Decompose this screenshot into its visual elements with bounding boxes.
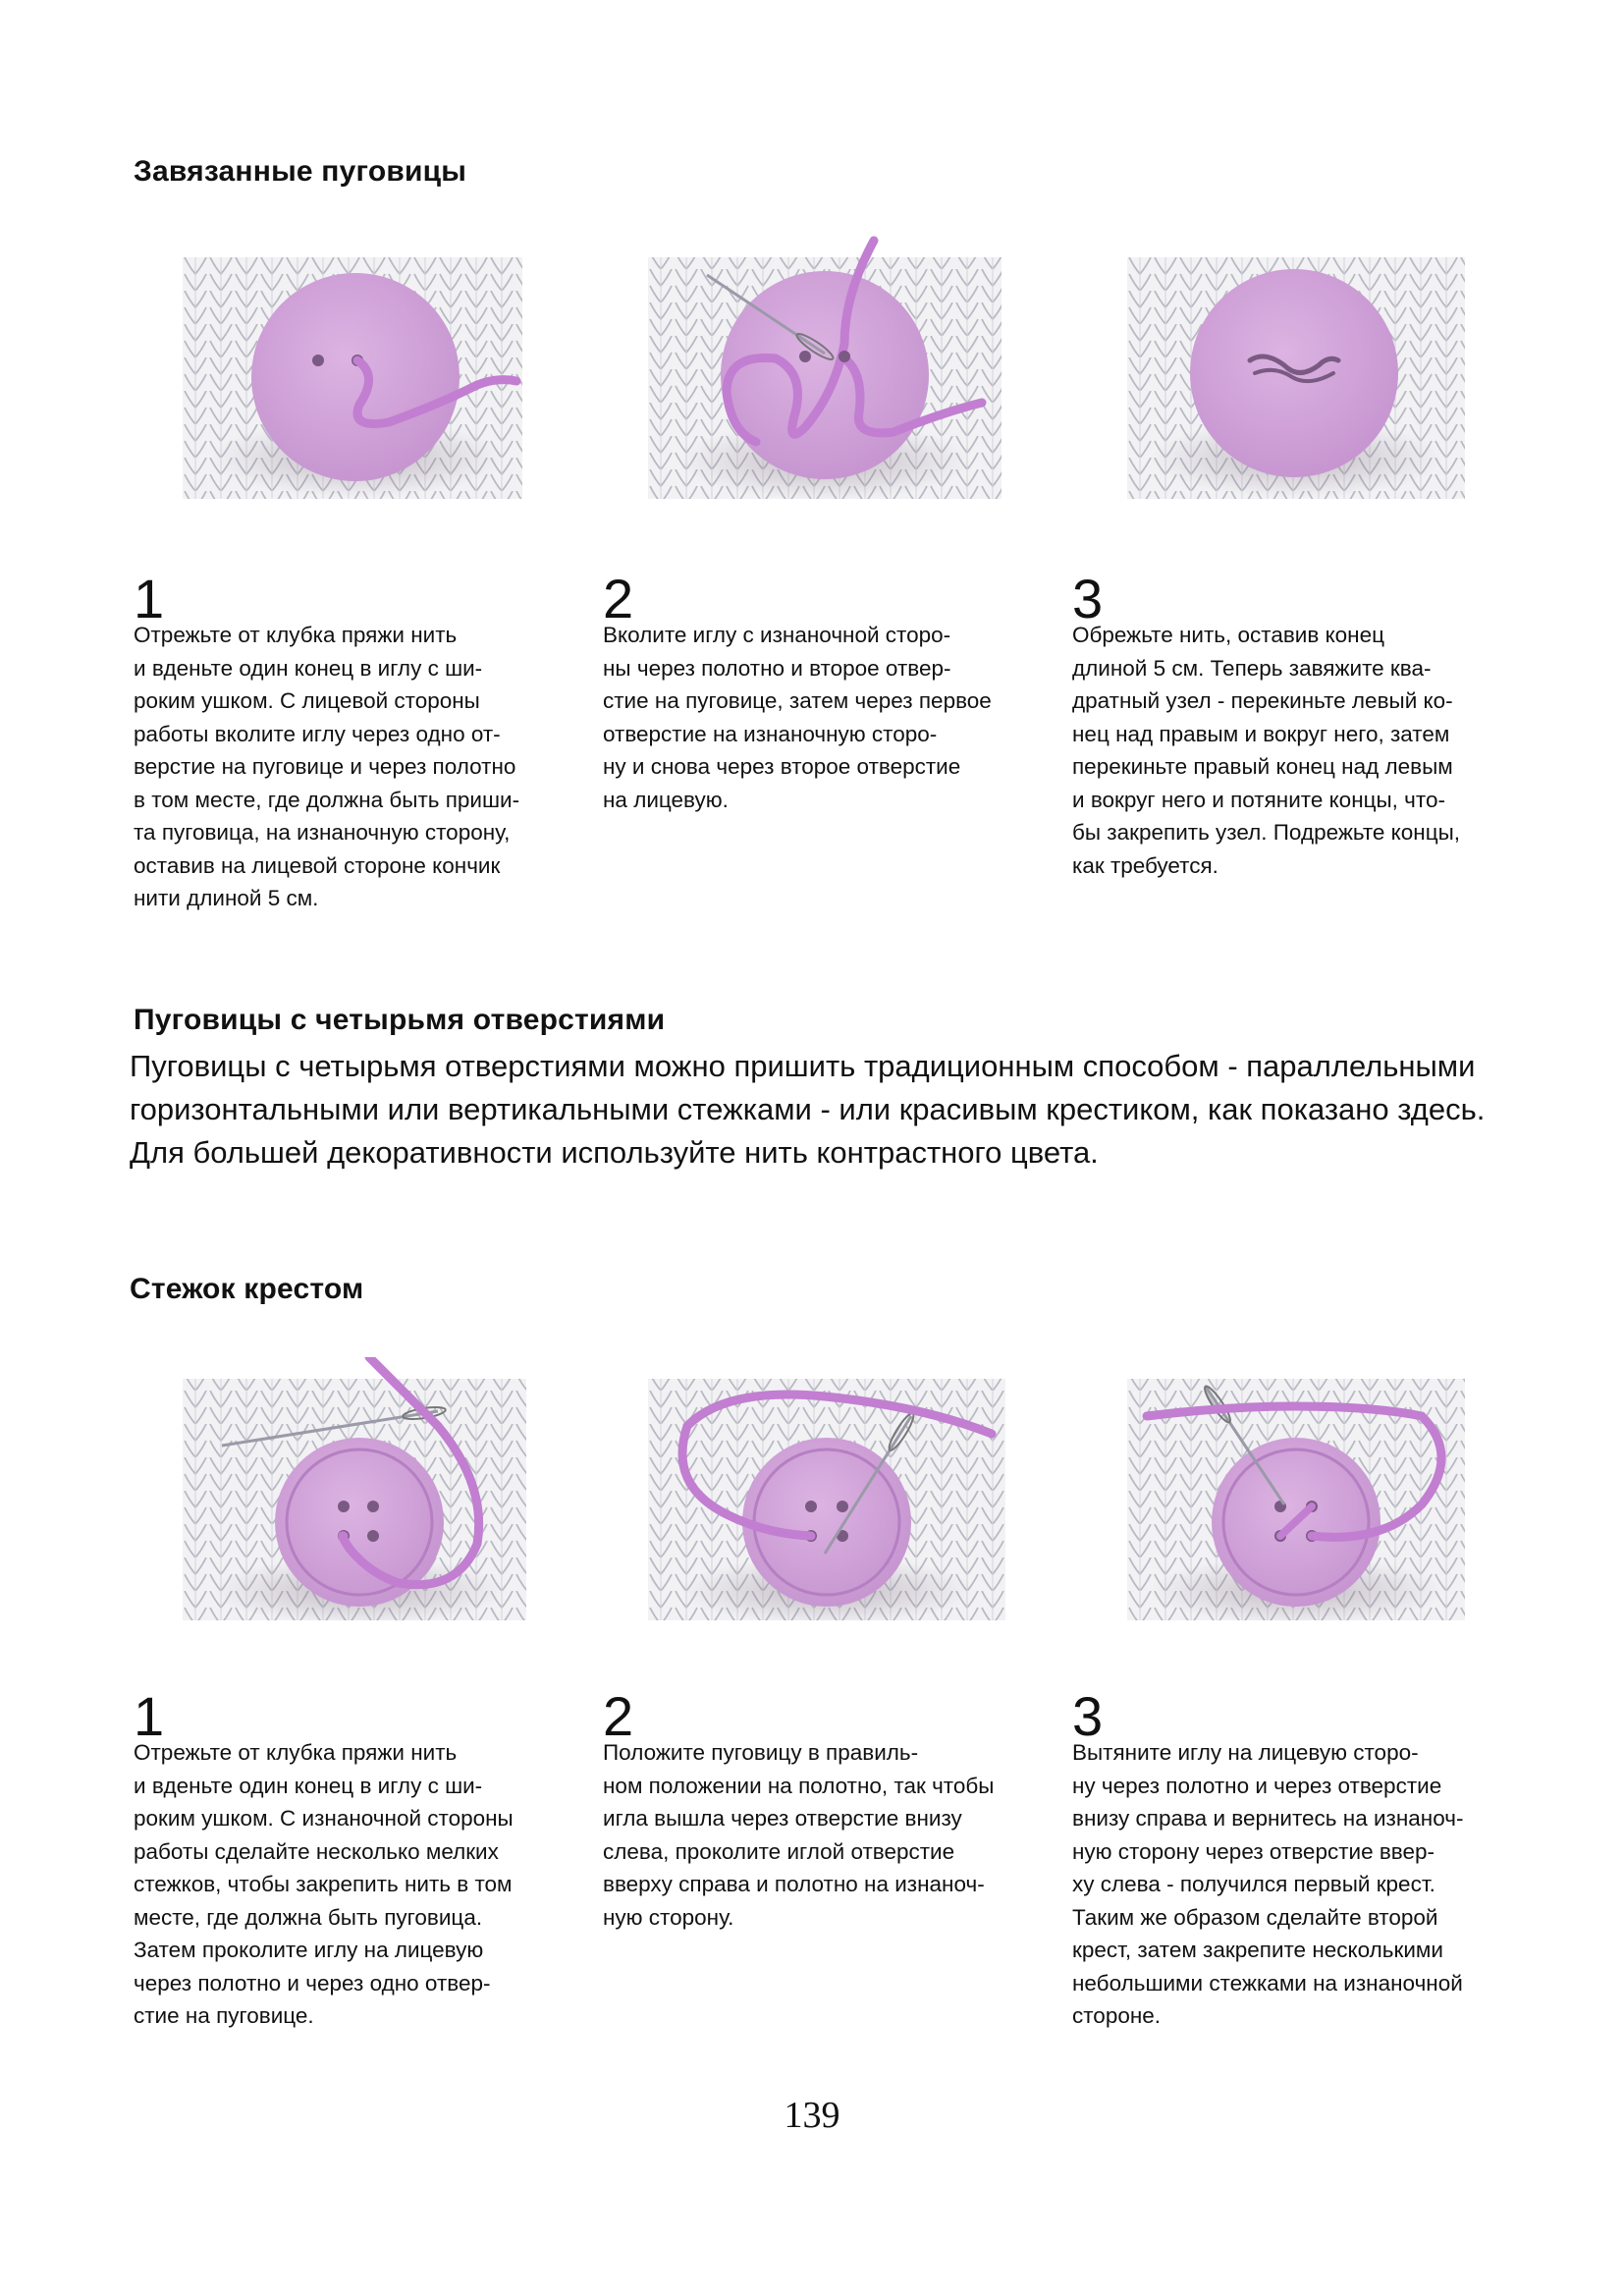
illustration-cross-step-1 xyxy=(183,1357,526,1620)
four-hole-description: Пуговицы с четырьмя отверстиями можно пришить традиционным способом - параллельными горизонтальными или вертикальными стежками - или красивым крестиком, как показано здесь. Для большей декоративности используйте нить контрастного цвета. xyxy=(130,1049,1486,1170)
section-title-cross-stitch: Стежок крестом xyxy=(130,1273,364,1305)
button-icon xyxy=(251,273,460,481)
illustration-tied-step-1 xyxy=(183,257,522,499)
tied-step-3: 3 Обрежьте нить, оставив конец длиной 5 см. Теперь завяжите ква- дратный узел - перекиньте левый ко- нец над правым и вокруг него, затем перекиньте правый конец над левым и вокруг него и потяните концы, что- бы закрепить узел. Подрежьте концы, как требуется. xyxy=(1072,579,1504,882)
cross-step-1: 1 Отрежьте от клубка пряжи нить и вденьте один конец в иглу с ши- роким ушком. С изнаночной стороны работы сделайте несколько мелких стежков, чтобы закрепить нить в том месте, где должна быть пуговица. Затем проколите иглу на лицевую через полотно и через одно отвер- стие на пуговице. xyxy=(134,1697,566,2033)
step-number: 2 xyxy=(603,1685,634,1747)
step-number: 1 xyxy=(134,568,165,629)
button-icon xyxy=(742,1438,911,1607)
step-number: 3 xyxy=(1072,568,1104,629)
illustration-tied-step-3 xyxy=(1127,257,1465,499)
illustration-tied-step-2 xyxy=(648,236,1001,499)
cross-step-3: 3 Вытяните иглу на лицевую сторо- ну через полотно и через отверстие внизу справа и вернитесь на изнаноч- ную сторону через отверстие ввер- ху слева - получился первый крест. Таким же образом сделайте второй крест, затем закрепите несколькими небольшими стежками на изнаночной стороне. xyxy=(1072,1697,1504,2033)
page-number: 139 xyxy=(784,2095,840,2136)
button-icon xyxy=(721,271,929,479)
section-title-four-hole-buttons: Пуговицы с четырьмя отверстиями xyxy=(134,1004,666,1036)
step-number: 1 xyxy=(134,1685,165,1747)
illustration-cross-step-2 xyxy=(648,1357,1005,1620)
step-number: 3 xyxy=(1072,1685,1104,1747)
tied-step-1: 1 Отрежьте от клубка пряжи нить и вденьте один конец в иглу с ши- роким ушком. С лицевой стороны работы вколите иглу через одно от- верстие на пуговице и через полотно в том месте, где должна быть приши- та пуговица, на изнаночную сторону, оставив на лицевой стороне кончик нити длиной 5 см. xyxy=(134,579,566,915)
cross-step-2: 2 Положите пуговицу в правиль- ном положении на полотно, так чтобы игла вышла через отверстие внизу слева, проколите иглой отверстие вверху справа и полотно на изнаноч- ную сторону. xyxy=(603,1697,1035,1934)
step-number: 2 xyxy=(603,568,634,629)
section-title-tied-buttons: Завязанные пуговицы xyxy=(134,155,467,188)
tied-step-2: 2 Вколите иглу с изнаночной сторо- ны через полотно и второе отвер- стие на пуговице, затем через первое отверстие на изнаночную сторо- ну и снова через второе отверстие на лицевую. xyxy=(603,579,1035,816)
illustration-cross-step-3 xyxy=(1127,1357,1465,1620)
